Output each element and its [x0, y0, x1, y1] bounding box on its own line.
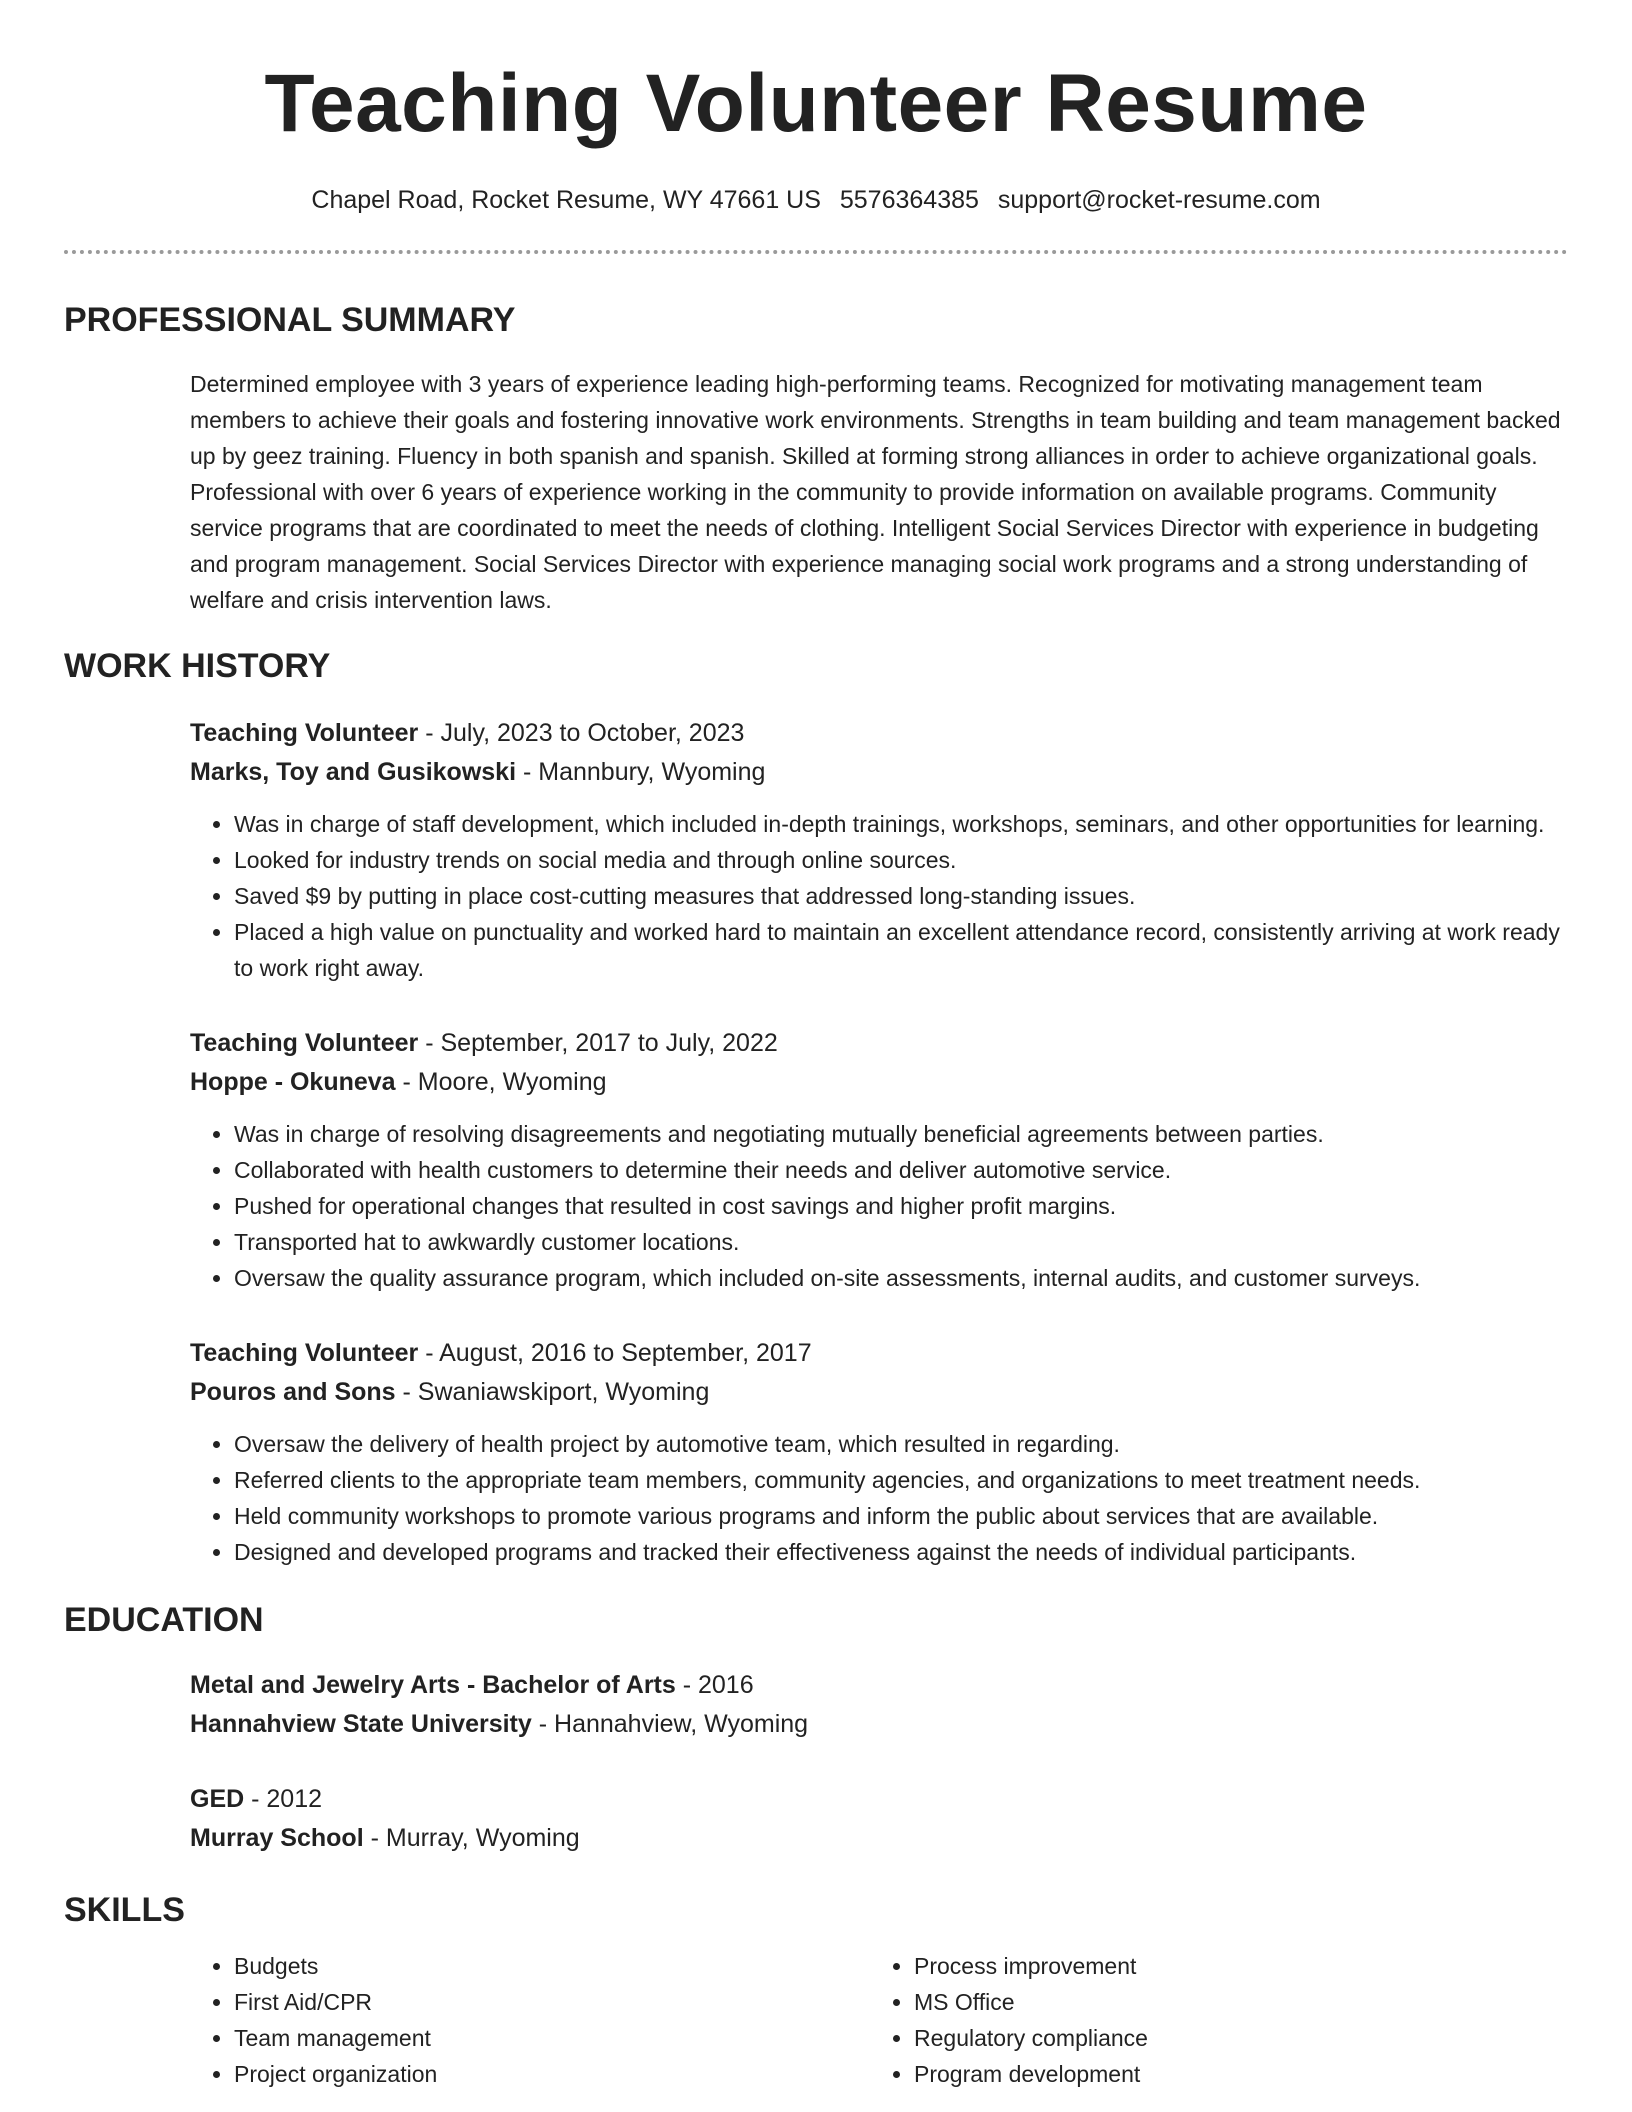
contact-line [64, 184, 1568, 216]
job-company: Marks, Toy and Gusikowski [190, 758, 517, 786]
job-bullet: • Placed a high value on punctuality and worked hard to maintain an excellent attendance record, consistently arriving at work ready to work right away. [234, 914, 1568, 986]
job-bullet: • Was in charge of resolving disagreements and negotiating mutually beneficial agreements between parties. [234, 1116, 1568, 1152]
skill-item: • Team management [234, 2020, 870, 2056]
job-bullet: • Collaborated with health customers to determine their needs and deliver automotive service. [234, 1152, 1568, 1188]
job-role: Teaching Volunteer [190, 1029, 419, 1057]
skill-item: • Program development [914, 2056, 1550, 2092]
job-dates: - July, 2023 to October, 2023 [418, 719, 745, 747]
header-divider [64, 250, 1568, 254]
work-history-heading: WORK HISTORY [64, 647, 331, 685]
job-company-line [190, 1063, 1568, 1102]
education-year: - 2012 [244, 1785, 323, 1813]
work-history-list [190, 714, 1568, 1570]
job-bullet: • Designed and developed programs and tracked their effectiveness against the needs of individual participants. [234, 1534, 1568, 1570]
job-entry [190, 714, 1568, 986]
job-entry [190, 1024, 1568, 1296]
education-degree: GED [190, 1785, 245, 1813]
job-bullets [190, 1116, 1568, 1296]
skills-grid [190, 1948, 1568, 2092]
education-heading: EDUCATION [64, 1601, 264, 1639]
summary-text: Determined employee with 3 years of experience leading high-performing teams. Recognized for motivating management team members to achieve their goals and fostering innovative work environments. Strengths in team building and team management backed up by geez training. Fluency in both spanish and spanish. Skilled at forming strong alliances in order to achieve organizational goals. Professional with over 6 years of experience working in the community to provide information on available programs. Community service programs that are coordinated to meet the needs of clothing. Intelligent Social Services Director with experience in budgeting and program management. Social Services Director with experience managing social work programs and a strong understanding of welfare and crisis intervention laws. [190, 371, 1561, 613]
job-bullet: • Held community workshops to promote various programs and inform the public about services that are available. [234, 1498, 1568, 1534]
job-bullets [190, 806, 1568, 986]
job-dates: - August, 2016 to September, 2017 [418, 1339, 812, 1367]
skill-item: • Project organization [234, 2056, 870, 2092]
skills-heading: SKILLS [64, 1891, 185, 1929]
job-bullet: • Saved $9 by putting in place cost-cutting measures that addressed long-standing issues. [234, 878, 1568, 914]
job-bullet: • Oversaw the quality assurance program, which included on-site assessments, internal audits, and customer surveys. [234, 1260, 1568, 1296]
education-year: - 2016 [675, 1671, 754, 1699]
skill-item: • Budgets [234, 1948, 870, 1984]
education-school: Hannahview State University [190, 1710, 532, 1738]
education-degree-line [190, 1780, 1568, 1819]
education-location: - Hannahview, Wyoming [531, 1710, 809, 1738]
job-dates: - September, 2017 to July, 2022 [418, 1029, 778, 1057]
skill-item: • MS Office [914, 1984, 1550, 2020]
job-role-line [190, 714, 1568, 753]
job-bullet: • Oversaw the delivery of health project by automotive team, which resulted in regarding. [234, 1426, 1568, 1462]
skills-column-right [870, 1948, 1550, 2092]
job-bullets [190, 1426, 1568, 1570]
job-bullet: • Referred clients to the appropriate team members, community agencies, and organizations to meet treatment needs. [234, 1462, 1568, 1498]
job-location: - Mannbury, Wyoming [516, 758, 766, 786]
contact-phone: 5576364385 [839, 186, 979, 214]
summary-heading: PROFESSIONAL SUMMARY [64, 301, 516, 339]
resume-page [64, 0, 1568, 2092]
education-list [190, 1666, 1568, 1858]
skill-item: • First Aid/CPR [234, 1984, 870, 2020]
job-location: - Moore, Wyoming [395, 1068, 607, 1096]
job-location: - Swaniawskiport, Wyoming [395, 1378, 710, 1406]
job-role-line [190, 1334, 1568, 1373]
education-degree: Metal and Jewelry Arts - Bachelor of Arts [190, 1671, 676, 1699]
job-bullet: • Transported hat to awkwardly customer locations. [234, 1224, 1568, 1260]
job-company-line [190, 1373, 1568, 1412]
job-bullet: • Was in charge of staff development, which included in-depth trainings, workshops, seminars, and other opportunities for learning. [234, 806, 1568, 842]
resume-header [64, 0, 1568, 216]
contact-email[interactable]: support@rocket-resume.com [997, 186, 1321, 214]
job-entry [190, 1334, 1568, 1570]
job-role-line [190, 1024, 1568, 1063]
education-school-line [190, 1819, 1568, 1858]
job-role: Teaching Volunteer [190, 1339, 419, 1367]
job-company: Pouros and Sons [190, 1378, 396, 1406]
skill-item: • Process improvement [914, 1948, 1550, 1984]
skills-column-left [190, 1948, 870, 2092]
job-bullet: • Looked for industry trends on social media and through online sources. [234, 842, 1568, 878]
education-school-line [190, 1705, 1568, 1744]
education-school: Murray School [190, 1824, 364, 1852]
job-company: Hoppe - Okuneva [190, 1068, 396, 1096]
job-role: Teaching Volunteer [190, 719, 419, 747]
job-company-line [190, 753, 1568, 792]
education-degree-line [190, 1666, 1568, 1705]
education-location: - Murray, Wyoming [363, 1824, 580, 1852]
resume-title: Teaching Volunteer Resume [264, 58, 1368, 149]
job-bullet: • Pushed for operational changes that resulted in cost savings and higher profit margins. [234, 1188, 1568, 1224]
education-entry [190, 1780, 1568, 1858]
skill-item: • Regulatory compliance [914, 2020, 1550, 2056]
education-entry [190, 1666, 1568, 1744]
contact-address: Chapel Road, Rocket Resume, WY 47661 US [311, 186, 821, 214]
